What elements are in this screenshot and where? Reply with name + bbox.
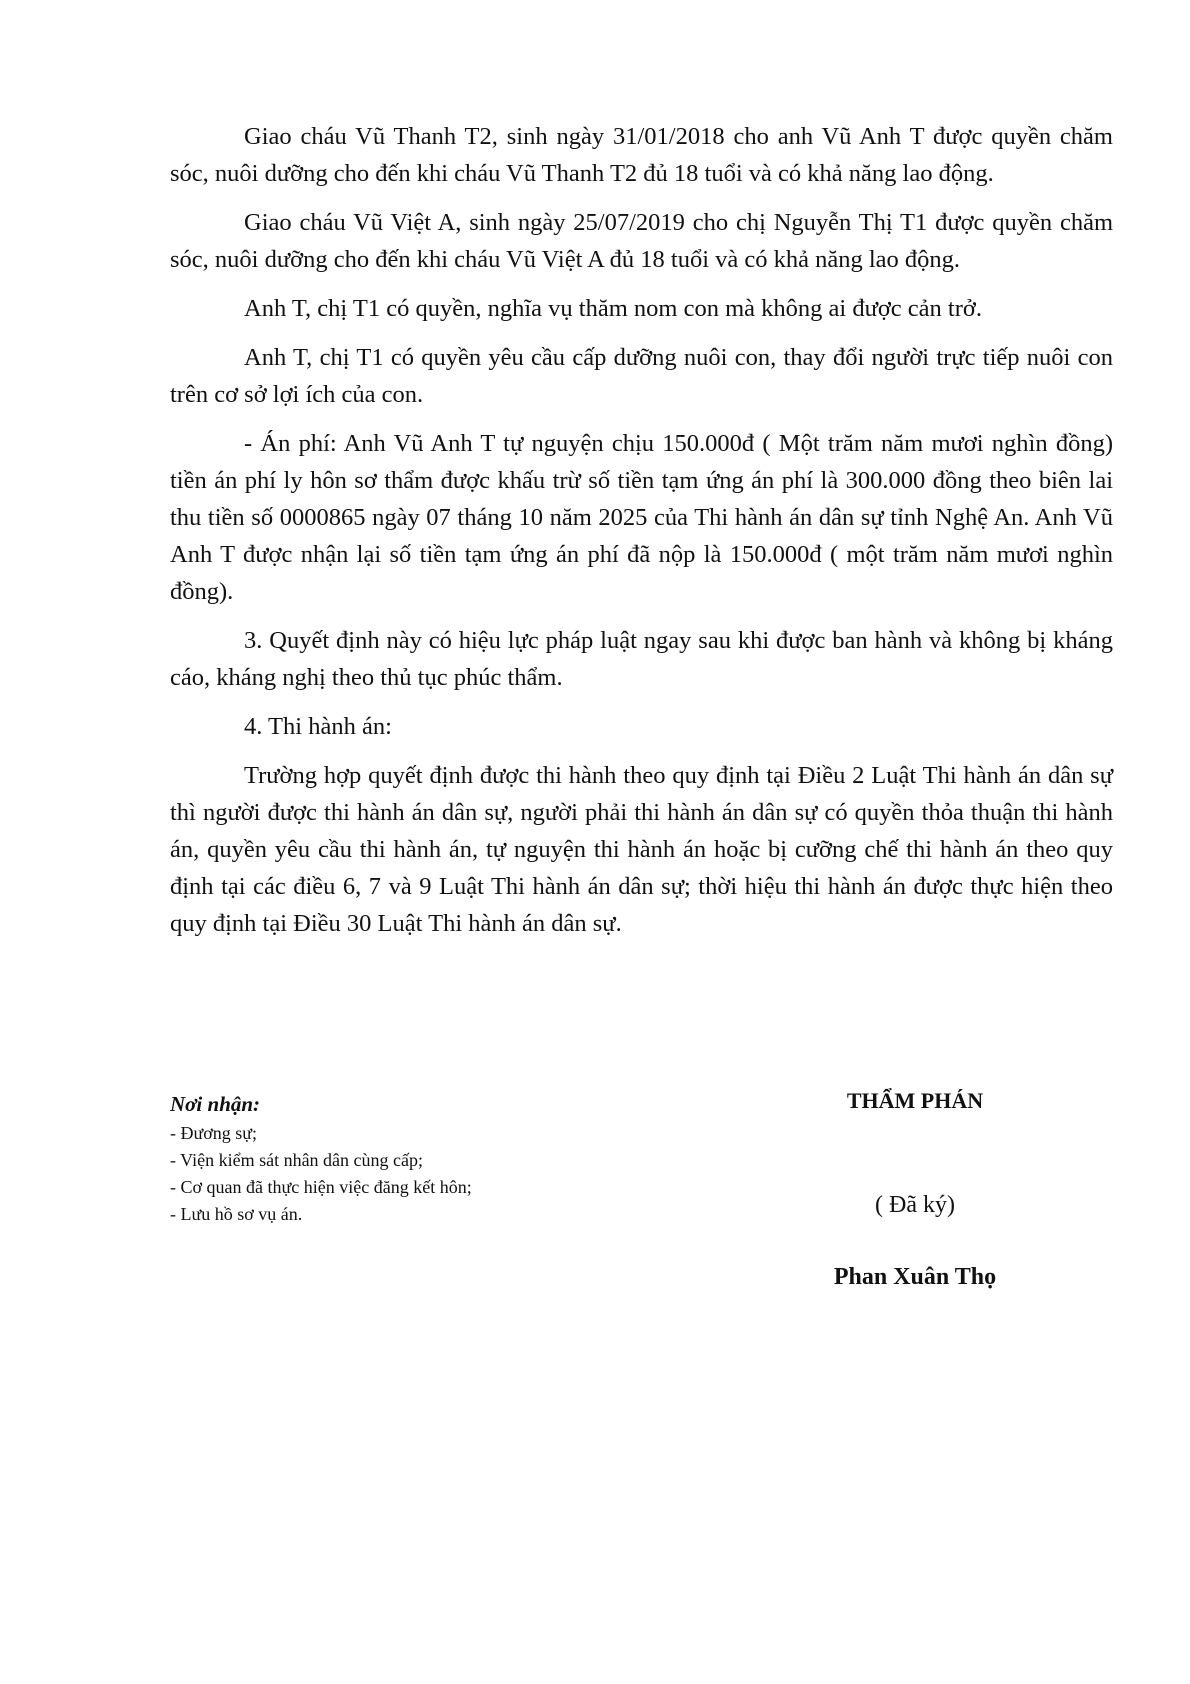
recipients-block: [170, 1090, 650, 1228]
enforcement-paragraph: Trường hợp quyết định được thi hành theo quy định tại Điều 2 Luật Thi hành án dân sự thì người được thi hành án dân sự, người phải thi hành án dân sự có quyền thỏa thuận thi hành án, quyền yêu cầu thi hành án, tự nguyện thi hành án hoặc bị cưỡng chế thi hành án theo quy định tại các điều 6, 7 và 9 Luật Thi hành án dân sự; thời hiệu thi hành án được thực hiện theo quy định tại Điều 30 Luật Thi hành án dân sự.: [170, 762, 1113, 937]
custody-paragraph-child-1: Giao cháu Vũ Thanh T2, sinh ngày 31/01/2018 cho anh Vũ Anh T được quyền chăm sóc, nuôi dưỡng cho đến khi cháu Vũ Thanh T2 đủ 18 tuổi và có khả năng lao động.: [170, 123, 1113, 187]
effectiveness-paragraph: 3. Quyết định này có hiệu lực pháp luật ngay sau khi được ban hành và không bị kháng cáo, kháng nghị theo thủ tục phúc thẩm.: [170, 627, 1113, 691]
support-rights-paragraph: Anh T, chị T1 có quyền yêu cầu cấp dưỡng nuôi con, thay đổi người trực tiếp nuôi con trên cơ sở lợi ích của con.: [170, 344, 1113, 408]
court-fee-paragraph: - Án phí: Anh Vũ Anh T tự nguyện chịu 150.000đ ( Một trăm năm mươi nghìn đồng) tiền án phí ly hôn sơ thẩm được khấu trừ số tiền tạm ứng án phí là 300.000 đồng theo biên lai thu tiền số 0000865 ngày 07 tháng 10 năm 2025 của Thi hành án dân sự tỉnh Nghệ An. Anh Vũ Anh T được nhận lại số tiền tạm ứng án phí đã nộp là 150.000đ ( một trăm năm mươi nghìn đồng).: [170, 430, 1113, 605]
recipient-item: - Cơ quan đã thực hiện việc đăng kết hôn;: [170, 1177, 472, 1197]
decision-body: [170, 118, 1113, 942]
judge-name: Phan Xuân Thọ: [833, 1264, 997, 1290]
recipient-item: - Viện kiểm sát nhân dân cùng cấp;: [170, 1150, 424, 1170]
enforcement-heading: 4. Thi hành án:: [244, 713, 392, 740]
visitation-rights-paragraph: Anh T, chị T1 có quyền, nghĩa vụ thăm nom con mà không ai được cản trở.: [244, 295, 982, 322]
signature-block: [770, 1086, 1060, 1292]
recipient-item: - Đương sự;: [170, 1123, 258, 1143]
signed-note: ( Đã ký): [875, 1192, 955, 1218]
recipients-list: [170, 1120, 650, 1228]
judge-title: THẨM PHÁN: [846, 1088, 984, 1113]
recipients-title: Nơi nhận:: [170, 1092, 261, 1116]
recipient-item: - Lưu hồ sơ vụ án.: [170, 1204, 303, 1224]
custody-paragraph-child-2: Giao cháu Vũ Việt A, sinh ngày 25/07/2019 cho chị Nguyễn Thị T1 được quyền chăm sóc, nuôi dưỡng cho đến khi cháu Vũ Việt A đủ 18 tuổi và có khả năng lao động.: [170, 209, 1113, 273]
